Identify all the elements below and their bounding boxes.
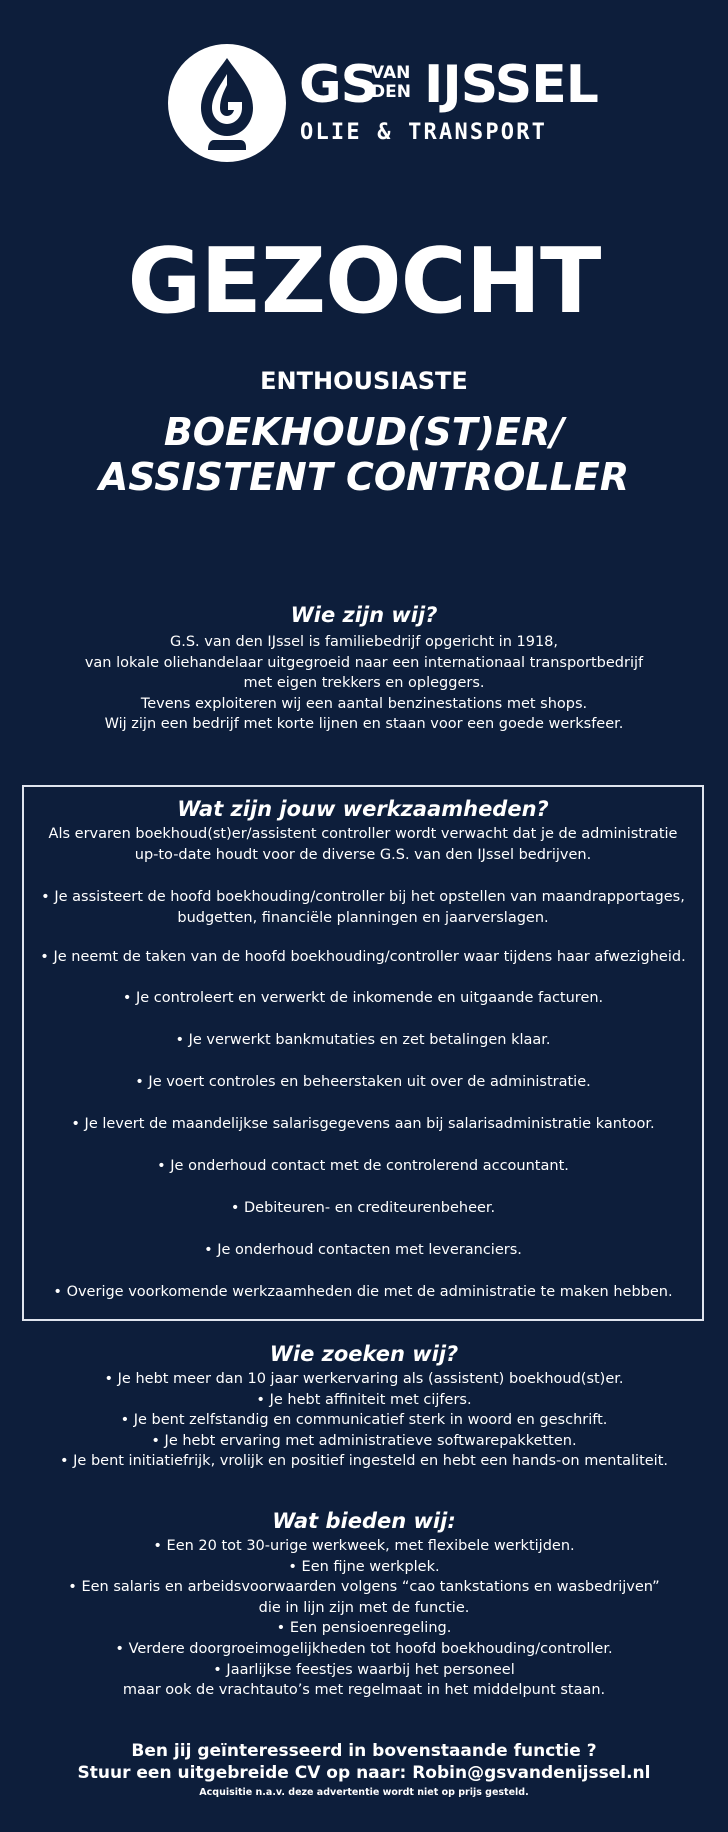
logo-gs-text: GS [299, 55, 378, 115]
list-item [24, 1114, 702, 1135]
body-line: • Je onderhoud contact met de controlerend accountant. [157, 1158, 569, 1174]
body-line: • Je assisteert de hoofd boekhouding/controller bij het opstellen van maandrapportages, [41, 889, 685, 905]
body-line: Als ervaren boekhoud(st)er/assistent controller wordt verwacht dat je de administratie [48, 826, 678, 842]
body-line: Tevens exploiteren wij een aantal benzinestations met shops. [140, 695, 588, 712]
list-item: die in lijn zijn met de functie. [258, 1599, 470, 1616]
list-item: • Je hebt affiniteit met cijfers. [256, 1391, 472, 1408]
body-line: up-to-date houdt voor de diverse G.S. van den IJssel bedrijven. [134, 846, 592, 863]
gs-drop-logo-icon [168, 44, 286, 162]
list-item [24, 1030, 702, 1051]
logo-den: DEN [371, 82, 411, 102]
list-item [24, 1072, 702, 1093]
body-line: met eigen trekkers en opleggers. [243, 675, 485, 692]
body-line: G.S. van den IJssel is familiebedrijf opgericht in 1918, [169, 634, 559, 650]
logo-ijssel-text: IJSSEL [424, 55, 598, 115]
footnote: Acquisitie n.a.v. deze advertentie wordt niet op prijs gesteld. [199, 1787, 529, 1798]
list-item [24, 887, 702, 928]
body-line: • Debiteuren- en crediteurenbeheer. [230, 1200, 496, 1216]
section-body [0, 1369, 728, 1472]
company-logo [168, 44, 598, 162]
list-item: maar ook de vrachtauto’s met regelmaat in het middelpunt staan. [122, 1682, 606, 1699]
body-line: • Je verwerkt bankmutaties en zet betalingen klaar. [175, 1032, 551, 1048]
list-item: • Je bent zelfstandig en communicatief sterk in woord en geschrift. [120, 1412, 608, 1429]
body-line: budgetten, financiële planningen en jaarverslagen. [177, 909, 549, 926]
body-line: • Je neemt de taken van de hoofd boekhouding/controller waar tijdens haar afwezigheid. [40, 949, 686, 965]
cta-line-2: Stuur een uitgebreide CV op naar: Robin@gsvandenijssel.nl [77, 1763, 651, 1783]
logo-van: VAN [371, 63, 411, 83]
list-item: • Je bent initiatiefrijk, vrolijk en positief ingesteld en hebt een hands-on mentaliteit. [59, 1453, 669, 1470]
subheadline: ENTHOUSIASTE [260, 367, 468, 395]
body-line: Wij zijn een bedrijf met korte lijnen en staan voor een goede werksfeer. [104, 716, 624, 733]
section-title: Wat zijn jouw werkzaamheden? [177, 797, 549, 821]
section-wie-zijn-wij [0, 601, 728, 735]
list-item [24, 1282, 702, 1303]
section-title: Wat bieden wij: [272, 1509, 456, 1533]
section-wat-bieden-wij [0, 1507, 728, 1701]
body-line: • Overige voorkomende werkzaamheden die met de administratie te maken hebben. [53, 1284, 673, 1300]
section-title: Wie zijn wij? [290, 603, 438, 627]
list-item: • Je hebt ervaring met administratieve softwarepakketten. [151, 1432, 577, 1449]
list-item: • Een 20 tot 30-urige werkweek, met flexibele werktijden. [153, 1538, 575, 1554]
list-item: • Een salaris en arbeidsvoorwaarden volgens “cao tankstations en wasbedrijven” [68, 1579, 660, 1596]
body-line: • Je controleert en verwerkt de inkomende en uitgaande facturen. [122, 990, 604, 1006]
list-item [24, 988, 702, 1009]
list-item [24, 1240, 702, 1261]
list-item: • Een fijne werkplek. [288, 1558, 440, 1575]
logo-subtitle: OLIE & TRANSPORT [300, 120, 548, 145]
werkzaamheden-intro [24, 824, 702, 865]
section-body [0, 1536, 728, 1701]
body-line: • Je levert de maandelijkse salarisgegevens aan bij salarisadministratie kantoor. [71, 1116, 655, 1132]
list-item [24, 1156, 702, 1177]
list-item [24, 1198, 702, 1219]
section-wie-zoeken-wij [0, 1340, 728, 1472]
job-title-line-1: BOEKHOUD(ST)ER/ [163, 410, 565, 454]
list-item: • Verdere doorgroeimogelijkheden tot hoofd boekhouding/controller. [115, 1640, 613, 1657]
cta-line-1: Ben jij geïnteresseerd in bovenstaande functie ? [131, 1741, 597, 1761]
section-title: Wie zoeken wij? [269, 1342, 459, 1366]
job-title-line-2: ASSISTENT CONTROLLER [98, 455, 630, 499]
headline: GEZOCHT [127, 229, 601, 334]
job-title [0, 410, 728, 500]
list-item: • Je hebt meer dan 10 jaar werkervaring als (assistent) boekhoud(st)er. [104, 1371, 624, 1387]
body-line: van lokale oliehandelaar uitgegroeid naar een internationaal transportbedrijf [84, 654, 644, 671]
list-item: • Jaarlijkse feestjes waarbij het personeel [213, 1661, 515, 1678]
logo-vanden-text [371, 64, 411, 102]
body-line: • Je voert controles en beheerstaken uit over de administratie. [135, 1074, 591, 1090]
body-line: • Je onderhoud contacten met leveranciers. [204, 1242, 522, 1258]
section-werkzaamheden [22, 785, 704, 1321]
section-body [0, 632, 728, 735]
call-to-action [0, 1740, 728, 1784]
list-item: • Een pensioenregeling. [276, 1620, 452, 1637]
list-item [24, 947, 702, 968]
